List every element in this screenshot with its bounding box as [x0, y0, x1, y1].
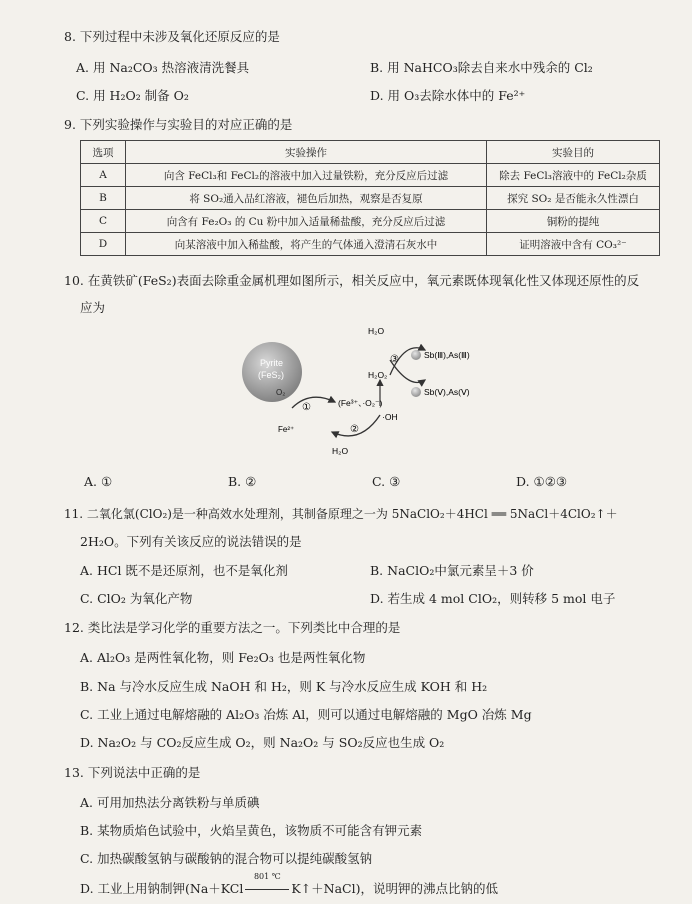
- h2o-bottom-label: H₂O: [332, 446, 349, 456]
- step1-arrow: [292, 397, 335, 408]
- q11-stem-line1: 11. 二氧化氯(ClO₂)是一种高效水处理剂，其制备原理之一为 5NaClO₂＋4HCl ══ 5NaCl＋4ClO₂↑＋: [64, 507, 618, 521]
- sb-as-iii-label: Sb(Ⅲ),As(Ⅲ): [424, 350, 470, 360]
- q10-stem-line2: 应为: [80, 300, 106, 315]
- fe2-label: Fe²⁺: [278, 425, 295, 434]
- q12-option-a: A. Al₂O₃ 是两性氧化物，则 Fe₂O₃ 也是两性氧化物: [80, 650, 366, 665]
- step1-marker: ①: [302, 402, 311, 413]
- q13-option-b: B. 某物质焰色试验中，火焰呈黄色，该物质不可能含有钾元素: [80, 823, 423, 838]
- table-cell: D: [81, 233, 126, 256]
- h2o2-label: H₂O₂: [368, 370, 388, 380]
- o2-label: O₂: [276, 388, 286, 397]
- q11-option-d: D. 若生成 4 mol ClO₂，则转移 5 mol 电子: [370, 591, 616, 606]
- table-header-row: [81, 141, 660, 164]
- q8-stem: 8. 下列过程中未涉及氧化还原反应的是: [64, 29, 280, 44]
- q11-stem-line2: 2H₂O。下列有关该反应的说法错误的是: [80, 534, 302, 549]
- q8-option-b: B. 用 NaHCO₃除去自来水中残余的 Cl₂: [370, 60, 593, 75]
- table-cell: 将 SO₂通入品红溶液，褪色后加热，观察是否复原: [126, 187, 487, 210]
- table-cell: 向含 FeCl₃和 FeCl₂的溶液中加入过量铁粉，充分反应后过滤: [126, 164, 487, 187]
- q11-option-a: A. HCl 既不是还原剂，也不是氧化剂: [80, 563, 288, 578]
- q13-option-d: [80, 872, 499, 897]
- q9-table: [80, 140, 660, 256]
- q8-option-a: A. 用 Na₂CO₃ 热溶液清洗餐具: [76, 60, 250, 75]
- pyrite-label: Pyrite: [260, 358, 284, 368]
- reaction-condition: [243, 872, 291, 896]
- q8-option-c: C. 用 H₂O₂ 制备 O₂: [76, 88, 189, 103]
- table-header: 选项: [81, 141, 126, 164]
- table-cell: 探究 SO₂ 是否能永久性漂白: [487, 187, 660, 210]
- q10-option-b: B. ②: [228, 474, 257, 489]
- q13-option-d-part2: K↑＋NaCl)，说明钾的沸点比钠的低: [291, 881, 499, 896]
- sb-as-iii-ball: [411, 350, 421, 360]
- sb-as-v-ball: [411, 387, 421, 397]
- table-row: [81, 164, 660, 187]
- q12-option-b: B. Na 与冷水反应生成 NaOH 和 H₂，则 K 与冷水反应生成 KOH 和 H₂: [80, 679, 488, 694]
- table-cell: 除去 FeCl₃溶液中的 FeCl₂杂质: [487, 164, 660, 187]
- reaction-temperature: 801 ℃: [253, 872, 281, 881]
- table-cell: C: [81, 210, 126, 233]
- sb-as-v-label: Sb(Ⅴ),As(Ⅴ): [424, 387, 470, 397]
- q11-option-b: B. NaClO₂中氯元素呈＋3 价: [370, 563, 534, 578]
- q12-option-d: D. Na₂O₂ 与 CO₂反应生成 O₂，则 Na₂O₂ 与 SO₂反应也生成 O₂: [80, 735, 445, 750]
- step3-marker: ③: [390, 354, 399, 365]
- q13-option-a: A. 可用加热法分离铁粉与单质碘: [80, 795, 260, 810]
- fe3-o2-label: (Fe³⁺、·O₂⁻): [338, 398, 383, 408]
- q13-stem: 13. 下列说法中正确的是: [64, 765, 201, 780]
- q13-option-c: C. 加热碳酸氢钠与碳酸钠的混合物可以提纯碳酸氢钠: [80, 851, 373, 866]
- q13-option-d-part1: D. 工业上用钠制钾(Na＋KCl: [80, 881, 244, 896]
- q12-stem: 12. 类比法是学习化学的重要方法之一。下列类比中合理的是: [64, 620, 401, 635]
- q11-option-c: C. ClO₂ 为氧化产物: [80, 591, 193, 606]
- q10-option-c: C. ③: [372, 474, 401, 489]
- q9-stem: 9. 下列实验操作与实验目的对应正确的是: [64, 117, 293, 132]
- table-cell: 向某溶液中加入稀盐酸，将产生的气体通入澄清石灰水中: [126, 233, 487, 256]
- table-row: [81, 210, 660, 233]
- table-cell: A: [81, 164, 126, 187]
- table-cell: 证明溶液中含有 CO₃²⁻: [487, 233, 660, 256]
- step2-marker: ②: [350, 424, 359, 435]
- h2o-top-label: H₂O: [368, 326, 385, 336]
- table-cell: 铜粉的提纯: [487, 210, 660, 233]
- oh-radical-label: ·OH: [382, 412, 398, 422]
- q10-option-d: D. ①②③: [516, 474, 568, 489]
- q8-option-d: D. 用 O₃去除水体中的 Fe²⁺: [370, 88, 526, 103]
- table-cell: 向含有 Fe₂O₃ 的 Cu 粉中加入适量稀盐酸，充分反应后过滤: [126, 210, 487, 233]
- q12-option-c: C. 工业上通过电解熔融的 Al₂O₃ 冶炼 Al，则可以通过电解熔融的 MgO 冶炼 Mg: [80, 707, 532, 722]
- fes2-label: (FeS₂): [258, 370, 284, 380]
- table-row: [81, 187, 660, 210]
- q10-stem-line1: 10. 在黄铁矿(FeS₂)表面去除重金属机理如图所示，相关反应中，氧元素既体现氧化性又体现还原性的反: [64, 273, 640, 288]
- q10-option-a: A. ①: [84, 474, 113, 489]
- table-header: 实验操作: [126, 141, 487, 164]
- q10-mechanism-diagram: [240, 320, 500, 465]
- table-header: 实验目的: [487, 141, 660, 164]
- table-cell: B: [81, 187, 126, 210]
- table-row: [81, 233, 660, 256]
- reaction-arrow-line: [245, 889, 289, 890]
